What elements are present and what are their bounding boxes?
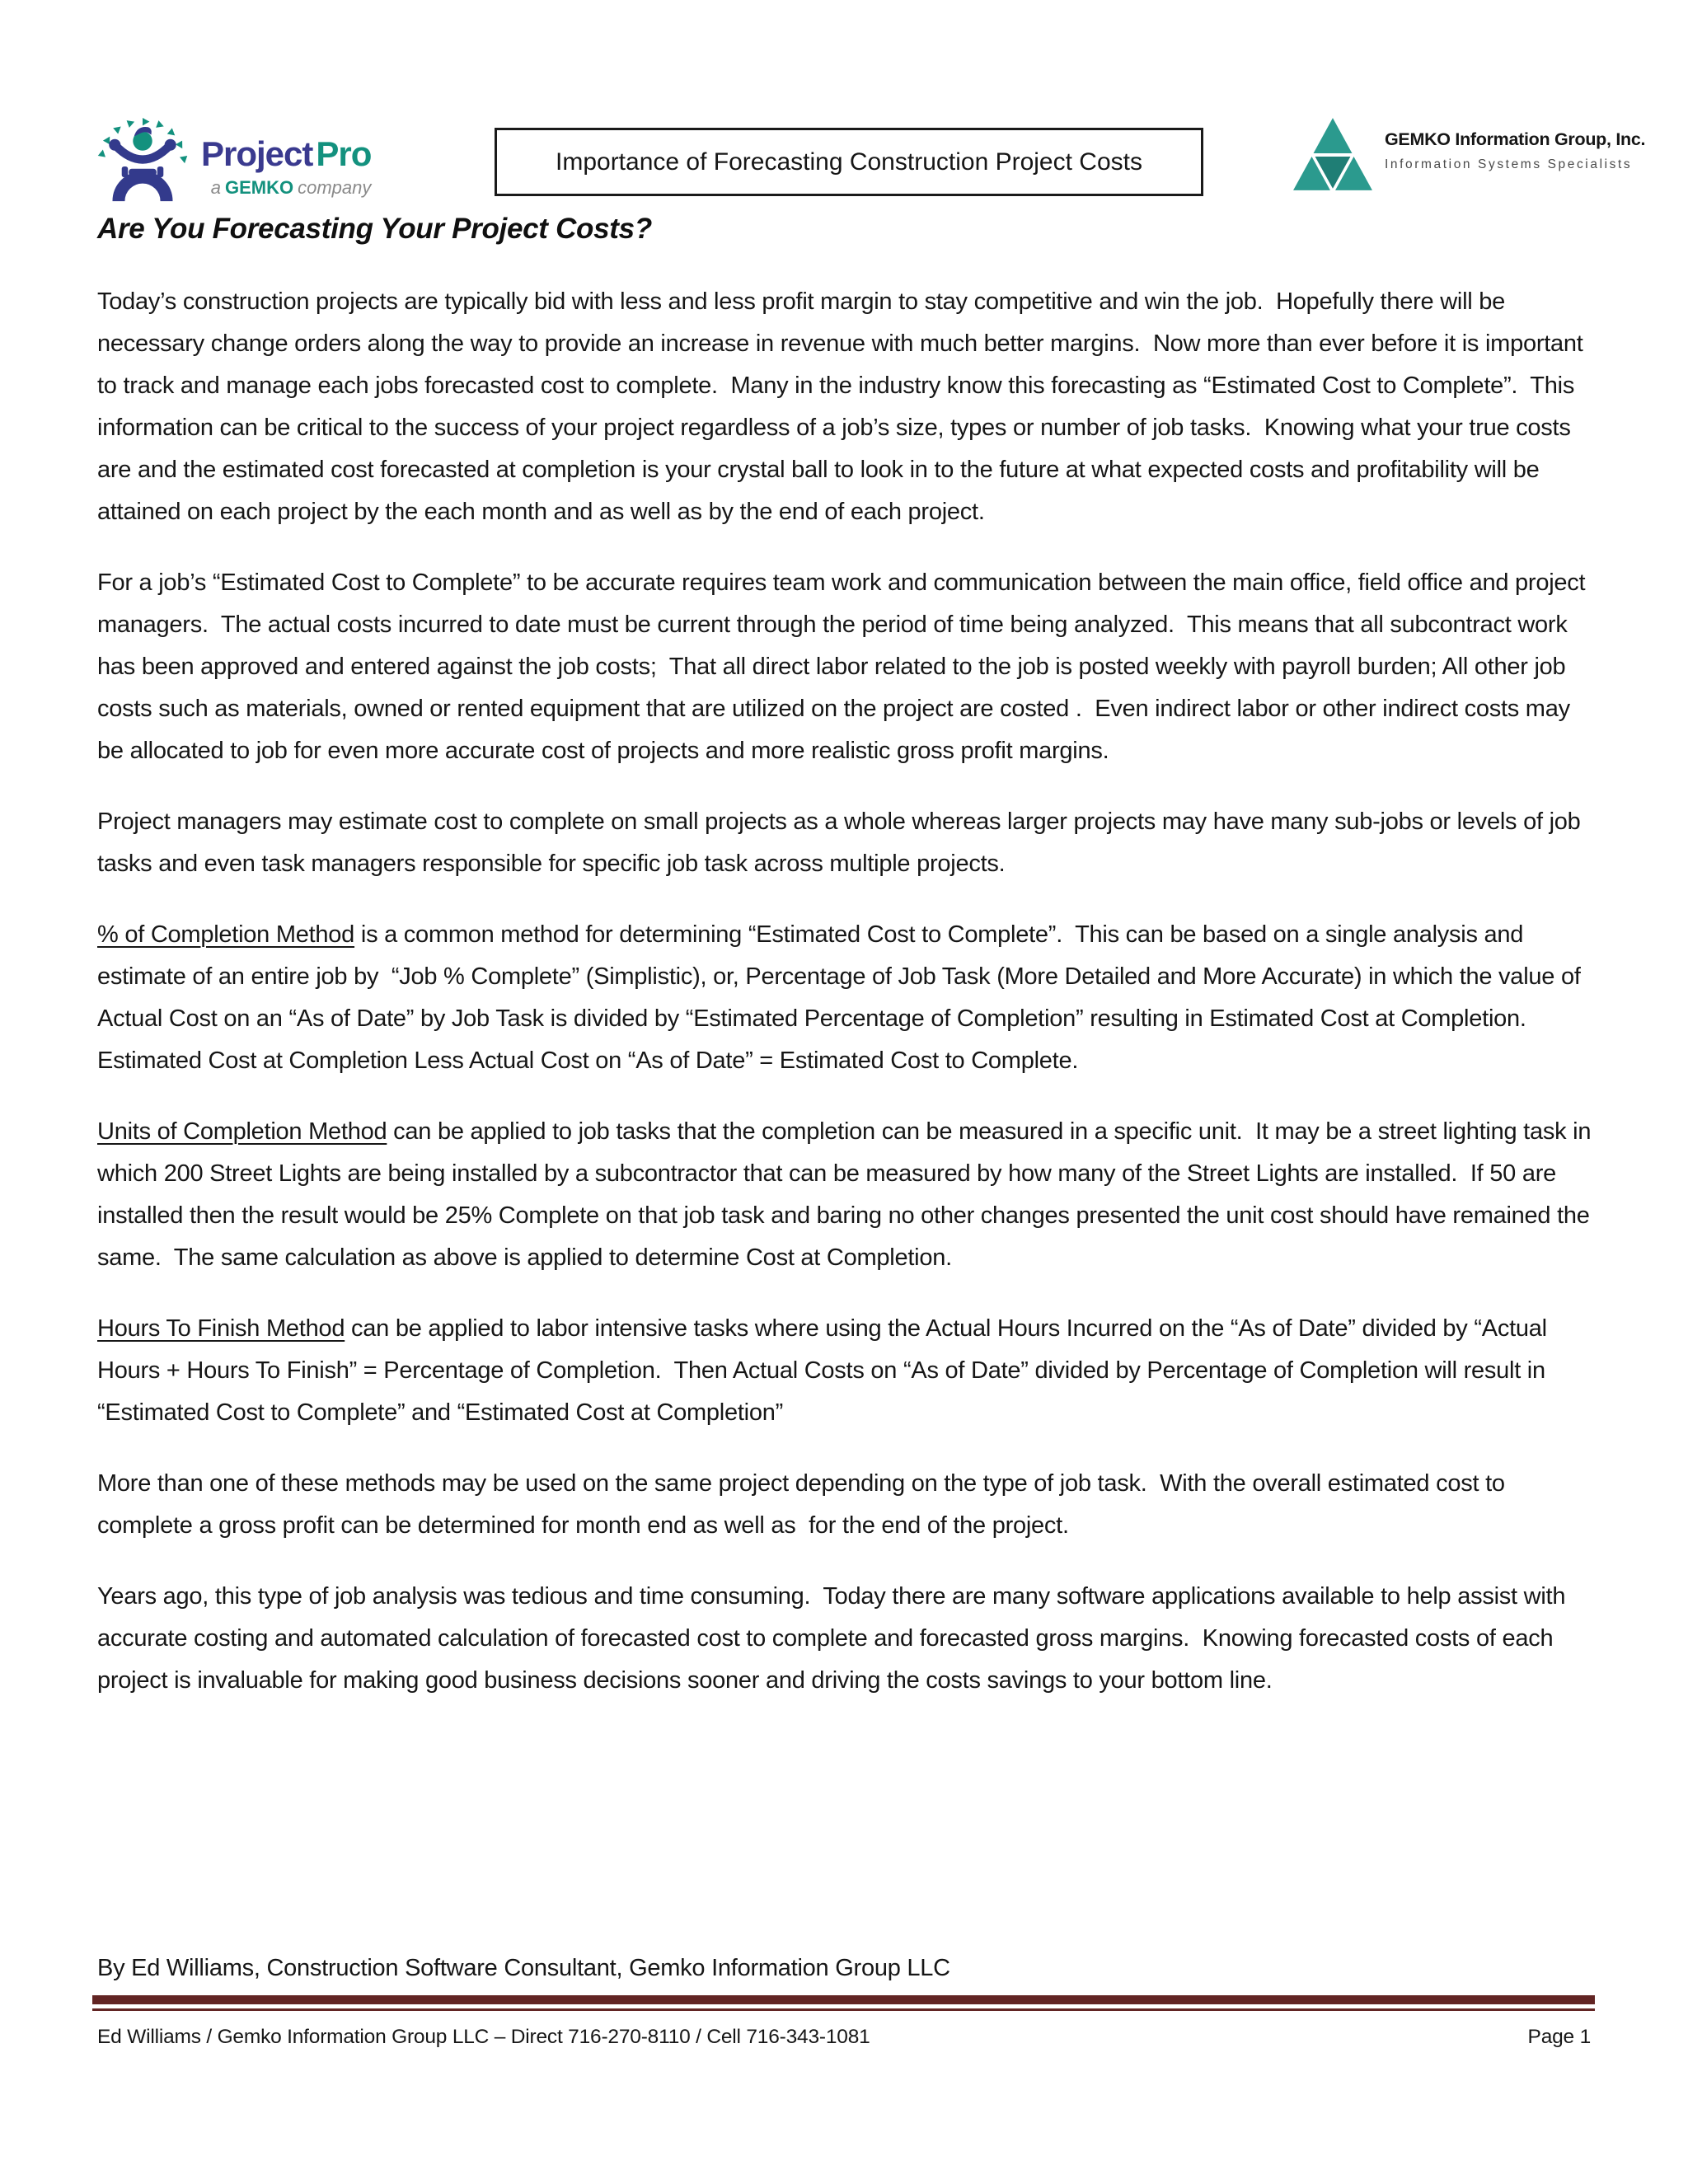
footer-rule-thin bbox=[92, 2008, 1595, 2011]
page-footer bbox=[97, 2026, 1591, 2049]
body-paragraph bbox=[97, 1576, 1593, 1702]
page-number: Page 1 bbox=[1527, 2026, 1591, 2048]
body-paragraph bbox=[97, 1308, 1593, 1434]
paragraph-text: can be applied to job tasks that the completion can be measured in a specific unit. It may be a street lighting task in which 200 Street Lights are being installed by a subcontractor that can be measured by how many of the Street Lights are installed. If 50 are installed then the result would be 25% Complete on that job task and baring no other changes presented the unit cost should have remained the same. The same calculation as above is applied to determine Cost at Completion. bbox=[97, 1118, 1598, 1271]
gemko-company-name: GEMKO Information Group, Inc. bbox=[1385, 129, 1646, 149]
paragraph-text: More than one of these methods may be used on the same project depending on the type of job task. With the overall estimated cost to complete a gross profit can be determined for month end as well as for the end of the project. bbox=[97, 1470, 1512, 1539]
projectpro-wordmark-project: Project bbox=[201, 134, 313, 173]
footer-contact: Ed Williams / Gemko Information Group LLC – Direct 716-270-8110 / Cell 716-343-1081 bbox=[97, 2026, 870, 2048]
projectpro-logo bbox=[92, 105, 371, 203]
body-paragraph bbox=[97, 801, 1593, 885]
document-title-box-text: Importance of Forecasting Construction Project Costs bbox=[556, 148, 1142, 176]
paragraph-text: Today’s construction projects are typically bid with less and less profit margin to stay competitive and win the job. Hopefully there will be necessary change orders along the way to provide an increase in revenue with much better margins. Now more than ever before it is important to track and manage each jobs forecasted cost to complete. Many in the industry know this forecasting as “Estimated Cost to Complete”. This information can be critical to the success of your project regardless of a job’s size, types or number of job tasks. Knowing what your true costs are and the estimated cost forecasted at completion is your crystal ball to look in to the future at what expected costs and profitability will be attained on each project by the each month and as well as by the end of each project. bbox=[97, 288, 1590, 525]
paragraph-text: is a common method for determining “Estimated Cost to Complete”. This can be based on a single analysis and estimate of an entire job by “Job % Complete” (Simplistic), or, Percentage of Job Task (More Detailed and More Accurate) in which the value of Actual Cost on an “As of Date” by Job Task is divided by “Estimated Percentage of Completion” resulting in Estimated Cost at Completion. Estimated Cost at Completion Less Actual Cost on “As of Date” = Estimated Cost to Complete. bbox=[97, 921, 1586, 1074]
body-paragraph bbox=[97, 1111, 1598, 1279]
body-paragraph bbox=[97, 281, 1593, 533]
byline: By Ed Williams, Construction Software Consultant, Gemko Information Group LLC bbox=[97, 1955, 950, 1981]
method-name-underlined: Hours To Finish Method bbox=[97, 1315, 345, 1342]
tagline-gemko: GEMKO bbox=[225, 177, 294, 198]
projectpro-tagline bbox=[201, 179, 371, 197]
projectpro-wordmark bbox=[201, 105, 371, 197]
method-name-underlined: % of Completion Method bbox=[97, 921, 355, 948]
paragraph-text: Project managers may estimate cost to complete on small projects as a whole whereas larger projects may have many sub-jobs or levels of job tasks and even task managers responsible for specific job task across multiple projects. bbox=[97, 808, 1587, 877]
gemko-text bbox=[1385, 115, 1645, 172]
method-name-underlined: Units of Completion Method bbox=[97, 1118, 387, 1145]
footer-rule-thick bbox=[92, 1995, 1595, 2004]
paragraph-text: can be applied to labor intensive tasks where using the Actual Hours Incurred on the “As of Date” divided by “Actual Hours + Hours To Finish” = Percentage of Completion. Then Actual Costs on “As of Date” divided by Percentage of Completion will result in “Estimated Cost to Complete” and “Estimated Cost at Completion” bbox=[97, 1315, 1554, 1426]
paragraph-text: For a job’s “Estimated Cost to Complete” to be accurate requires team work and communication between the main office, field office and project managers. The actual costs incurred to date must be current through the period of time being analyzed. This means that all subcontract work has been approved and entered against the job costs; That all direct labor related to the job is posted weekly with payroll burden; All other job costs such as materials, owned or rented equipment that are utilized on the project are costed . Even indirect labor or other indirect costs may be allocated to job for even more accurate cost of projects and more realistic gross profit margins. bbox=[97, 569, 1592, 764]
document-body bbox=[97, 281, 1598, 1731]
projectpro-wordmark-pro: Pro bbox=[316, 134, 372, 173]
page-title: Are You Forecasting Your Project Costs? bbox=[97, 213, 652, 245]
body-paragraph bbox=[97, 562, 1593, 772]
gemko-company-tagline: Information Systems Specialists bbox=[1385, 157, 1633, 171]
body-paragraph bbox=[97, 914, 1593, 1082]
tagline-company: company bbox=[298, 177, 372, 198]
paragraph-text: Years ago, this type of job analysis was tedious and time consuming. Today there are many software applications available to help assist with accurate costing and automated calculation of forecasted cost to complete and forecasted gross margins. Knowing forecasted costs of each project is invaluable for making good business decisions sooner and driving the costs savings to your bottom line. bbox=[97, 1583, 1573, 1694]
gemko-logo bbox=[1291, 115, 1645, 194]
projectpro-figure-icon bbox=[92, 105, 193, 203]
body-paragraph bbox=[97, 1463, 1593, 1547]
gemko-triangle-icon bbox=[1291, 115, 1375, 194]
document-title-box bbox=[495, 128, 1203, 196]
tagline-a: a bbox=[210, 177, 221, 198]
